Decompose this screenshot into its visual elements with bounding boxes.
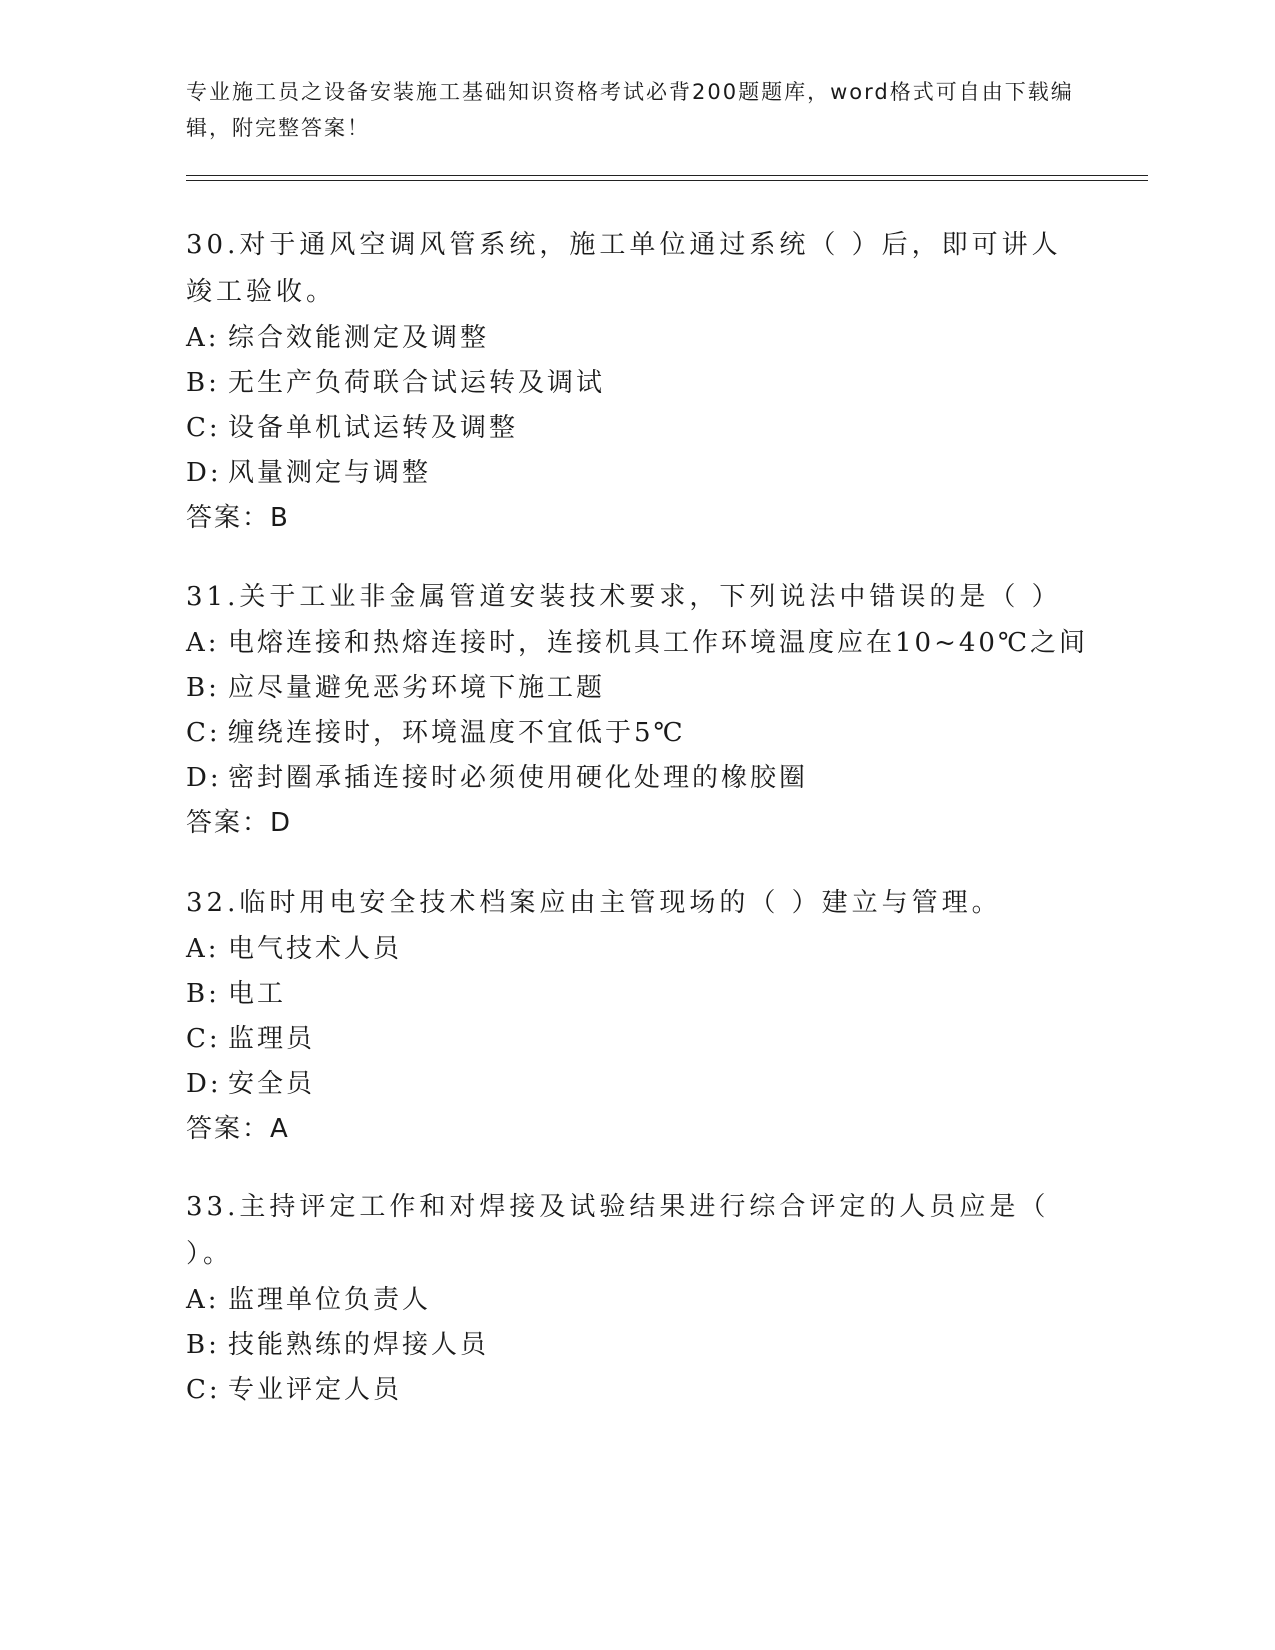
option-letter: D:: [186, 763, 222, 793]
answer: 答案：A: [186, 1114, 290, 1144]
option-text: 无生产负荷联合试运转及调试: [228, 368, 606, 398]
option-letter: A:: [186, 1285, 220, 1315]
option-letter: D:: [186, 458, 222, 488]
question-32: [186, 880, 1066, 1152]
option-text: 密封圈承插连接时必须使用硬化处理的橡胶圈: [228, 763, 809, 793]
document-header: 专业施工员之设备安装施工基础知识资格考试必背200题题库，word格式可自由下载编辑，附完整答案！: [186, 80, 1074, 140]
option-letter: A:: [186, 934, 220, 964]
option-letter: C:: [186, 413, 221, 443]
option-b: [186, 666, 1066, 711]
option-c: [186, 711, 1066, 756]
option-text: 电工: [228, 979, 287, 1009]
option-letter: B:: [186, 673, 220, 703]
option-text: 风量测定与调整: [228, 458, 432, 488]
option-b: [186, 361, 1066, 406]
header-rule-bottom: [186, 180, 1148, 181]
option-a: [186, 1278, 1066, 1323]
option-d: [186, 1062, 1066, 1107]
option-d: [186, 756, 1066, 801]
option-letter: D:: [186, 1069, 222, 1099]
option-text: 综合效能测定及调整: [228, 323, 490, 353]
option-letter: C:: [186, 718, 221, 748]
answer: 答案：D: [186, 808, 293, 838]
option-text: 专业评定人员: [228, 1375, 403, 1405]
option-text: 监理单位负责人: [228, 1285, 432, 1315]
question-30: [186, 222, 1066, 541]
option-c: [186, 1017, 1066, 1062]
option-text: 安全员: [228, 1069, 316, 1099]
option-letter: B:: [186, 1330, 220, 1360]
option-letter: C:: [186, 1024, 221, 1054]
option-d: [186, 451, 1066, 496]
option-letter: B:: [186, 979, 220, 1009]
option-text: 设备单机试运转及调整: [228, 413, 519, 443]
question-stem: 30.对于通风空调风管系统，施工单位通过系统（ ）后，即可讲人竣工验收。: [186, 230, 1062, 307]
option-c: [186, 406, 1066, 451]
option-c: [186, 1368, 1066, 1413]
option-text: 监理员: [228, 1024, 316, 1054]
option-letter: B:: [186, 368, 220, 398]
answer: 答案：B: [186, 503, 290, 533]
option-b: [186, 1323, 1066, 1368]
option-b: [186, 972, 1066, 1017]
question-stem: 33.主持评定工作和对焊接及试验结果进行综合评定的人员应是（ ）。: [186, 1192, 1050, 1269]
option-a: [186, 316, 1066, 361]
option-a: [186, 927, 1066, 972]
option-a: [186, 621, 1089, 666]
option-letter: A:: [186, 323, 220, 353]
question-33: [186, 1184, 1066, 1413]
option-letter: C:: [186, 1375, 221, 1405]
option-text: 缠绕连接时，环境温度不宜低于5℃: [228, 718, 686, 748]
option-text: 应尽量避免恶劣环境下施工题: [228, 673, 606, 703]
option-text: 技能熟练的焊接人员: [228, 1330, 490, 1360]
option-letter: A:: [186, 628, 220, 658]
option-text: 电熔连接和热熔连接时，连接机具工作环境温度应在10~40℃之间: [228, 628, 1089, 658]
header-rule-top: [186, 175, 1148, 176]
option-text: 电气技术人员: [228, 934, 403, 964]
question-31: [186, 574, 1089, 846]
question-stem: 32.临时用电安全技术档案应由主管现场的（ ）建立与管理。: [186, 888, 1002, 918]
question-stem: 31.关于工业非金属管道安装技术要求，下列说法中错误的是（ ）: [186, 582, 1062, 612]
